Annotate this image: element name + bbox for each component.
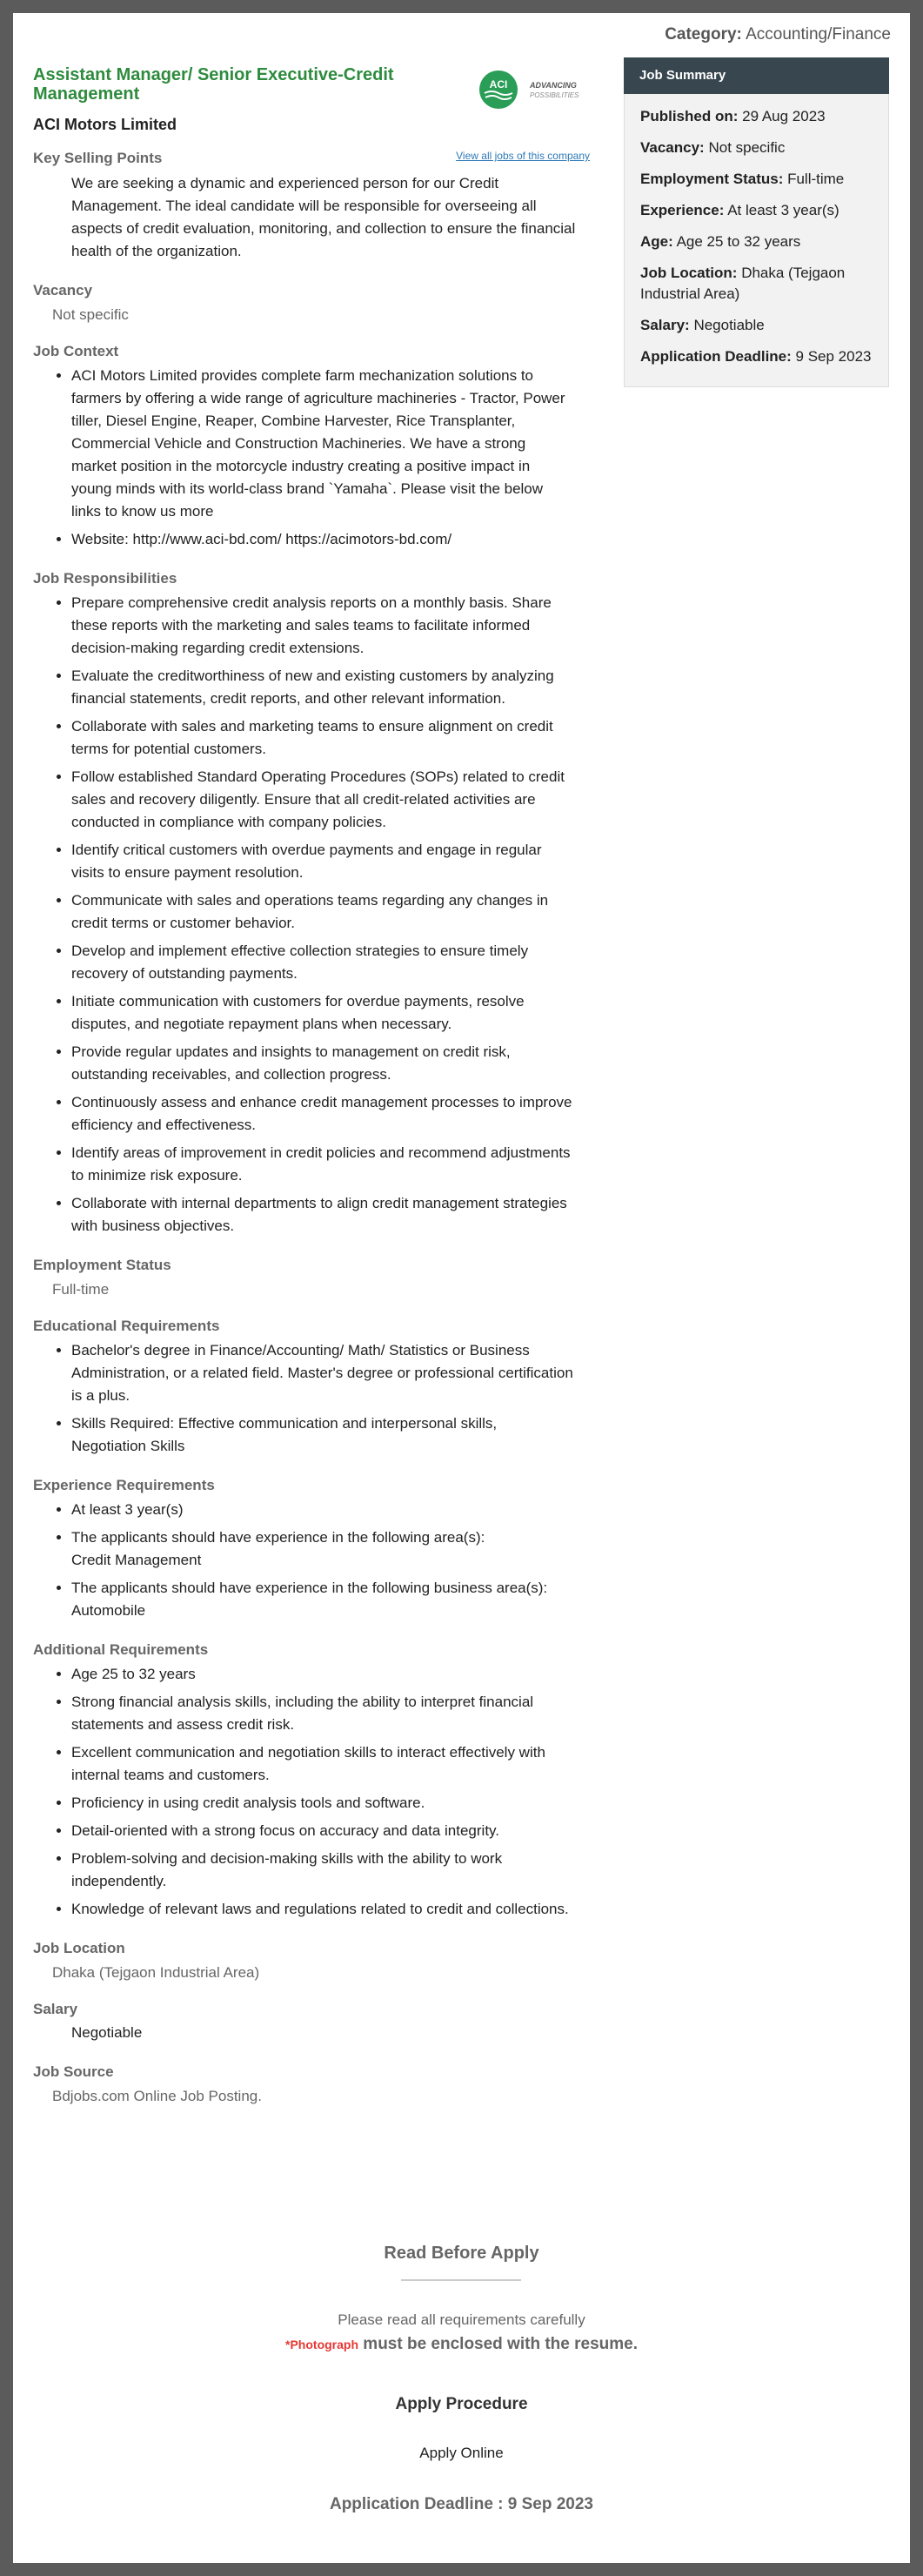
experience-business-area: Automobile: [71, 1602, 146, 1619]
summary-experience: Experience: At least 3 year(s): [640, 202, 839, 218]
category-value[interactable]: Accounting/Finance: [746, 25, 891, 44]
vacancy-value: Not specific: [52, 306, 129, 323]
list-item: • Bachelor's degree in Finance/Accounting/ Math/ Statistics or Business Administration, or a related field. Master's degree or professional certification is a plus.: [71, 1339, 590, 1407]
list-item: • ACI Motors Limited provides complete farm mechanization solutions to farmers by offering a wide range of agriculture machineries - Tractor, Power tiller, Diesel Engine, Reaper, Combine Harvester, Rice Transplanter, Commercial Vehicle and Construction Machineries. We have a strong market position in the motorcycle industry creating a positive impact in young minds with its world-class brand `Yamaha`. Please visit the below links to know us more: [71, 365, 590, 523]
list-item: • Strong financial analysis skills, including the ability to interpret financial statements and assess credit risk.: [71, 1691, 590, 1736]
photograph-note: *Photograph must be enclosed with the resume.: [285, 2335, 638, 2353]
job-detail-page: [13, 13, 910, 2563]
apply-procedure-heading: Apply Procedure: [395, 2395, 528, 2413]
salary-heading: Salary: [33, 2001, 78, 2017]
experience-heading: Experience Requirements: [33, 1477, 215, 1493]
job-location-heading: Job Location: [33, 1940, 125, 1956]
education-heading: Educational Requirements: [33, 1318, 220, 1334]
job-source-heading: Job Source: [33, 2063, 114, 2080]
company-name: ACI Motors Limited: [33, 116, 177, 133]
job-details-column: [33, 65, 590, 2105]
education-list: [33, 1339, 590, 1458]
list-item: • Continuously assess and enhance credit management processes to improve efficiency and effectiveness.: [71, 1091, 590, 1137]
list-item: • Provide regular updates and insights to management on credit risk, outstanding receivables, and collection progress.: [71, 1041, 590, 1086]
divider: [401, 2279, 521, 2281]
summary-deadline: Application Deadline: 9 Sep 2023: [640, 348, 872, 365]
list-item: • Follow established Standard Operating Procedures (SOPs) related to credit sales and recovery diligently. Ensure that all credit-related activities are conducted in compliance with company policies.: [71, 766, 590, 834]
list-item: • Detail-oriented with a strong focus on accuracy and data integrity.: [71, 1820, 590, 1842]
key-selling-heading: Key Selling Points: [33, 150, 163, 166]
job-summary-body: [624, 94, 889, 387]
summary-location: Job Location: Dhaka (Tejgaon Industrial Area): [640, 265, 846, 302]
list-item: • Knowledge of relevant laws and regulations related to credit and collections.: [71, 1898, 590, 1921]
additional-heading: Additional Requirements: [33, 1641, 209, 1658]
employment-status-heading: Employment Status: [33, 1257, 171, 1273]
job-title: Assistant Manager/ Senior Executive-Credit Management: [33, 65, 394, 104]
category-label: Category: Accounting/Finance: [665, 25, 891, 44]
list-item: • Identify areas of improvement in credit policies and recommend adjustments to minimize risk exposure.: [71, 1142, 590, 1187]
responsibilities-heading: Job Responsibilities: [33, 570, 177, 587]
photograph-label: *Photograph: [285, 2338, 359, 2351]
responsibilities-list: [33, 592, 590, 1238]
summary-salary: Salary: Negotiable: [640, 317, 765, 333]
list-item: • Age 25 to 32 years: [71, 1663, 590, 1686]
read-note: Please read all requirements carefully: [338, 2311, 585, 2328]
list-item: • Prepare comprehensive credit analysis reports on a monthly basis. Share these reports with the marketing and sales teams to facilitate informed decision-making regarding credit extensions.: [71, 592, 590, 660]
list-item: • Excellent communication and negotiation skills to interact effectively with internal teams and customers.: [71, 1741, 590, 1787]
application-deadline: Application Deadline : 9 Sep 2023: [329, 2495, 594, 2513]
summary-age: Age: Age 25 to 32 years: [640, 233, 801, 250]
list-item: • Problem-solving and decision-making skills with the ability to work independently.: [71, 1848, 590, 1893]
job-location-value: Dhaka (Tejgaon Industrial Area): [52, 1964, 260, 1981]
summary-employment-status: Employment Status: Full-time: [640, 171, 845, 187]
job-summary-heading: Job Summary: [624, 57, 889, 94]
list-item: • Collaborate with sales and marketing teams to ensure alignment on credit terms for potential customers.: [71, 715, 590, 761]
list-item: • The applicants should have experience in the following area(s): Credit Management: [71, 1526, 590, 1572]
experience-area: Credit Management: [71, 1552, 202, 1568]
list-item: • Proficiency in using credit analysis tools and software.: [71, 1792, 590, 1815]
list-item: • At least 3 year(s): [71, 1499, 590, 1521]
apply-online-text: Apply Online: [419, 2445, 504, 2461]
list-item: • Develop and implement effective collection strategies to ensure timely recovery of outstanding payments.: [71, 940, 590, 985]
list-item: • Initiate communication with customers for overdue payments, resolve disputes, and negotiate repayment plans when necessary.: [71, 990, 590, 1036]
job-context-list: [33, 365, 590, 551]
view-all-jobs-link[interactable]: View all jobs of this company: [456, 150, 590, 162]
job-source-value: Bdjobs.com Online Job Posting.: [52, 2088, 262, 2104]
salary-value: Negotiable: [71, 2024, 143, 2041]
experience-list: [33, 1499, 590, 1622]
employment-status-value: Full-time: [52, 1281, 110, 1298]
logo-tagline-2: POSSIBILITIES: [530, 91, 579, 99]
list-item: • Skills Required: Effective communication and interpersonal skills, Negotiation Skills: [71, 1412, 590, 1458]
list-item: • Communicate with sales and operations teams regarding any changes in credit terms or customer behavior.: [71, 889, 590, 935]
list-item: • Website: http://www.aci-bd.com/ https://acimotors-bd.com/: [71, 528, 590, 551]
list-item: • Collaborate with internal departments to align credit management strategies with business objectives.: [71, 1192, 590, 1238]
logo-tagline-1: ADVANCING: [530, 81, 577, 90]
job-context-heading: Job Context: [33, 343, 119, 359]
list-item: • The applicants should have experience in the following business area(s): Automobile: [71, 1577, 590, 1622]
list-item: • Evaluate the creditworthiness of new and existing customers by analyzing financial statements, credit reports, and other relevant information.: [71, 665, 590, 710]
logo-mark: ACI: [489, 78, 508, 91]
vacancy-heading: Vacancy: [33, 282, 93, 299]
key-selling-text: We are seeking a dynamic and experienced person for our Credit Management. The ideal candidate will be responsible for overseeing all aspects of credit evaluation, monitoring, and collection to ensure the financial health of the organization.: [71, 175, 576, 259]
company-logo: [479, 69, 592, 112]
read-before-apply-heading: Read Before Apply: [384, 2244, 539, 2263]
summary-vacancy: Vacancy: Not specific: [640, 139, 786, 156]
job-summary-panel: [624, 57, 889, 387]
list-item: • Identify critical customers with overdue payments and engage in regular visits to ensure payment resolution.: [71, 839, 590, 884]
summary-published: Published on: 29 Aug 2023: [640, 108, 826, 124]
additional-list: [33, 1663, 590, 1921]
